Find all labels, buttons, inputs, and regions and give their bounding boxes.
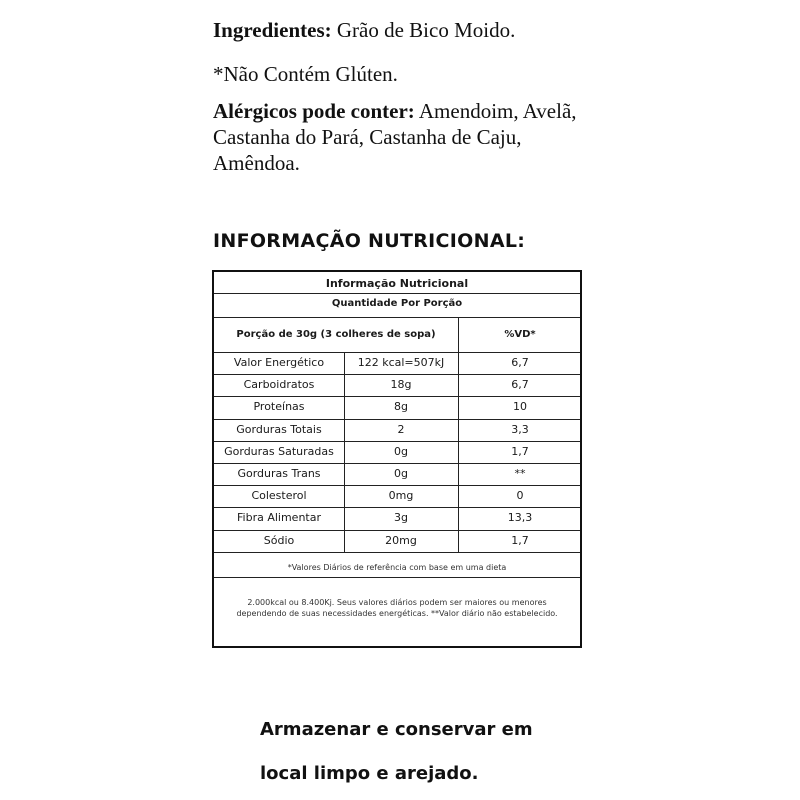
nutrient-name: Proteínas [253, 400, 305, 414]
storage-instructions [260, 708, 533, 796]
portion-label: Porção de 30g (3 colheres de sopa) [236, 329, 436, 340]
nutrient-vd: 10 [513, 400, 527, 414]
nutrition-heading: INFORMAÇÃO NUTRICIONAL: [213, 230, 526, 252]
nutrient-vd: 3,3 [511, 422, 529, 436]
nutrient-vd: 0 [516, 489, 524, 503]
footnote-daily-values: *Valores Diários de referência com base em uma dieta [287, 563, 507, 572]
nutrient-amount: 122 kcal=507kJ [357, 356, 445, 369]
vd-header: %VD* [504, 329, 536, 340]
nutrient-amount: 8g [394, 400, 408, 414]
nutrient-name: Fibra Alimentar [237, 511, 321, 525]
nutrition-table [212, 270, 582, 648]
nutrient-vd: 1,7 [511, 533, 529, 547]
table-subtitle: Quantidade Por Porção [331, 298, 463, 309]
storage-line-2: local limpo e arejado. [260, 763, 479, 784]
nutrient-vd: 6,7 [511, 356, 529, 369]
gluten-free-note: *Não Contém Glúten. [213, 62, 398, 86]
allergens-text [213, 98, 593, 176]
nutrient-amount: 20mg [385, 533, 417, 547]
allergens-value: Amendoim, Avelã, Castanha do Pará, Castanha de Caju, Amêndoa. [213, 99, 577, 175]
nutrient-name: Gorduras Totais [236, 422, 322, 436]
table-title: Informação Nutricional [325, 277, 469, 290]
nutrient-amount: 0g [394, 444, 408, 458]
nutrient-amount: 3g [394, 511, 408, 525]
nutrient-name: Sódio [263, 533, 295, 547]
nutrient-amount: 18g [390, 378, 412, 392]
footnote-diet: 2.000kcal ou 8.400Kj. Seus valores diários podem ser maiores ou menores dependendo de suas necessidades energéticas. **Valor diário não estabelecido. [236, 598, 558, 618]
ingredients-label: Ingredientes: [213, 18, 332, 42]
ingredients-text [213, 17, 613, 43]
nutrient-name: Gorduras Saturadas [224, 444, 334, 458]
nutrient-vd: 1,7 [511, 444, 529, 458]
allergens-label: Alérgicos pode conter: [213, 99, 415, 123]
nutrient-amount: 2 [397, 422, 405, 436]
nutrient-vd: ** [514, 467, 526, 480]
storage-line-1: Armazenar e conservar em [260, 719, 533, 740]
nutrient-amount: 0g [394, 467, 408, 480]
nutrient-name: Colesterol [251, 489, 307, 503]
nutrient-vd: 13,3 [507, 511, 533, 525]
nutrient-vd: 6,7 [511, 378, 529, 392]
nutrient-name: Carboidratos [243, 378, 315, 392]
nutrient-name: Gorduras Trans [237, 467, 321, 480]
ingredients-value: Grão de Bico Moido. [331, 18, 516, 42]
nutrient-name: Valor Energético [233, 356, 325, 369]
nutrient-amount: 0mg [388, 489, 414, 503]
